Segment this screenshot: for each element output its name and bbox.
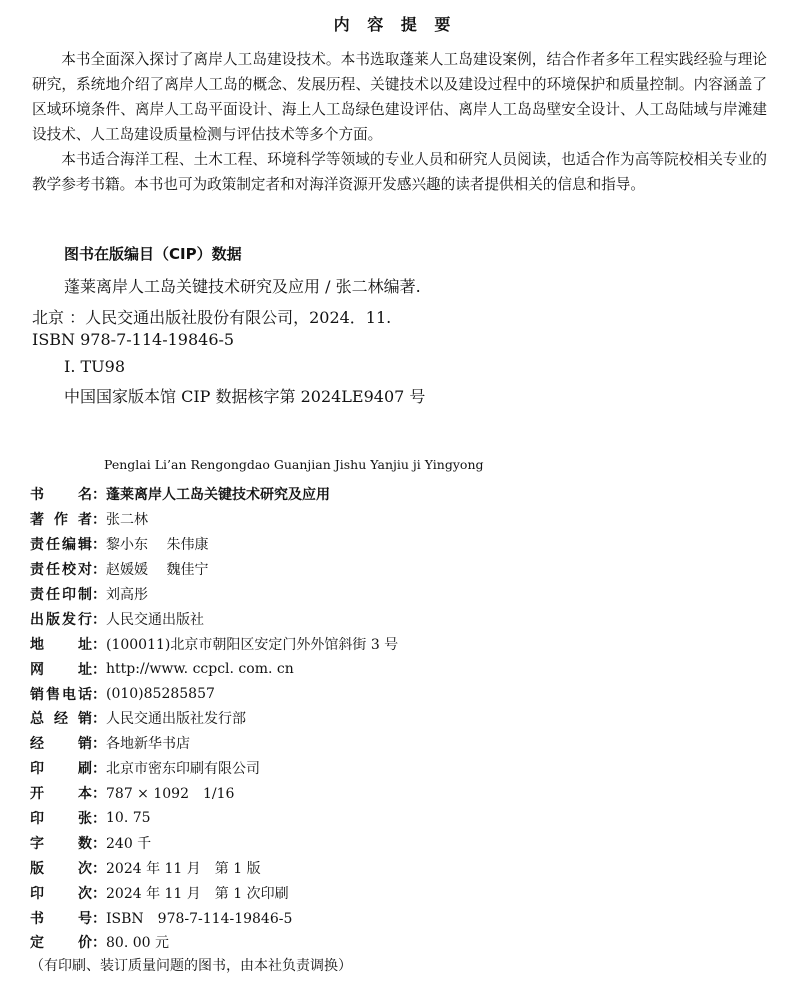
detail-colon: ： — [92, 661, 106, 678]
detail-row — [30, 557, 398, 582]
detail-colon: ： — [92, 835, 106, 852]
summary-paragraph: 本书全面深入探讨了离岸人工岛建设技术。本书选取蓬莱人工岛建设案例，结合作者多年工程实践经验与理论研究，系统地介绍了离岸人工岛的概念、发展历程、关键技术以及建设过程中的环境保护和质量控制。内容涵盖了区域环境条件、离岸人工岛平面设计、海上人工岛绿色建设评估、离岸人工岛岛壁安全设计、人工岛陆域与岸滩建设技术、人工岛建设质量检测与评估技术等多个方面。 — [32, 51, 767, 143]
detail-value: 2024 年 11 月 第 1 次印刷 — [106, 885, 289, 902]
detail-label-char: 任 — [46, 587, 60, 603]
detail-label-char: 行 — [78, 611, 92, 628]
detail-label-char: 售 — [46, 686, 60, 703]
detail-label-char: 制 — [78, 587, 92, 603]
detail-label — [30, 808, 92, 828]
detail-label-char: 印 — [30, 811, 44, 828]
detail-label-char: 号 — [78, 910, 92, 927]
detail-label — [30, 833, 92, 853]
detail-colon: ： — [92, 487, 106, 504]
detail-value: 黎小东 朱伟康 — [106, 537, 209, 554]
detail-value: 240 千 — [106, 835, 152, 852]
detail-value: (010)85285857 — [106, 685, 215, 702]
detail-row — [30, 631, 398, 656]
detail-label-char: 出 — [30, 611, 44, 628]
detail-colon: ： — [92, 910, 106, 927]
cip-title-line: 蓬莱离岸人工岛关键技术研究及应用 / 张二林编著. — [64, 277, 421, 296]
detail-value: 各地新华书店 — [106, 736, 190, 753]
detail-colon: ： — [92, 811, 106, 828]
detail-value: 人民交通出版社发行部 — [106, 711, 246, 728]
cip-classification-line: Ⅰ. TU98 — [64, 357, 126, 376]
detail-label-char: 责 — [30, 587, 44, 603]
detail-label-char: 总 — [30, 711, 44, 728]
detail-label — [30, 509, 92, 529]
detail-row — [30, 830, 398, 855]
summary-paragraph: 本书适合海洋工程、土木工程、环境科学等领域的专业人员和研究人员阅读，也适合作为高等院校相关专业的教学参考书籍。本书也可为政策制定者和对海洋资源开发感兴趣的读者提供相关的信息和指导。 — [32, 151, 767, 193]
detail-colon: ： — [92, 786, 106, 803]
detail-label-char: 字 — [30, 835, 44, 852]
quality-note: （有印刷、装订质量问题的图书，由本社负责调换） — [30, 958, 352, 974]
detail-label-char: 经 — [30, 736, 44, 753]
detail-label — [30, 484, 92, 504]
detail-colon: ： — [92, 562, 106, 579]
detail-label-char: 责 — [30, 537, 44, 554]
detail-label — [30, 534, 92, 554]
detail-label — [30, 659, 92, 679]
detail-label-char: 话 — [78, 686, 92, 703]
detail-label-char: 版 — [46, 611, 60, 628]
detail-label-char: 印 — [30, 761, 44, 778]
detail-row — [30, 507, 398, 532]
detail-row — [30, 532, 398, 557]
detail-label-char: 书 — [30, 487, 44, 504]
detail-label — [30, 908, 92, 928]
detail-label-char: 价 — [78, 935, 92, 952]
cip-record-line: 中国国家版本馆 CIP 数据核字第 2024LE9407 号 — [64, 387, 426, 406]
detail-value: 赵媛媛 魏佳宁 — [106, 562, 209, 579]
detail-label-char: 书 — [30, 910, 44, 927]
detail-value: (100011)北京市朝阳区安定门外外馆斜街 3 号 — [106, 636, 399, 653]
detail-row — [30, 806, 398, 831]
detail-row — [30, 756, 398, 781]
detail-colon: ： — [92, 686, 106, 703]
detail-label-char: 数 — [78, 835, 92, 852]
detail-colon: ： — [92, 636, 106, 653]
detail-label-char: 刷 — [78, 761, 92, 778]
detail-colon: ： — [92, 935, 106, 952]
detail-label-char: 校 — [62, 562, 76, 579]
detail-label — [30, 783, 92, 803]
detail-value: 张二林 — [106, 512, 148, 529]
detail-label — [30, 758, 92, 778]
cip-publisher-line: 北京 ：人民交通出版社股份有限公司，2024．11. — [32, 308, 392, 327]
detail-value: 蓬莱离岸人工岛关键技术研究及应用 — [106, 487, 330, 504]
detail-value: 787 × 1092 1/16 — [106, 786, 235, 803]
detail-label — [30, 684, 92, 704]
detail-label-char: 著 — [30, 512, 44, 529]
detail-label — [30, 733, 92, 753]
detail-label-char: 印 — [30, 885, 44, 902]
pinyin-title: Penglai Li’an Rengongdao Guanjian Jishu Yanjiu ji Yingyong — [104, 457, 484, 472]
detail-label-char: 经 — [54, 711, 68, 728]
detail-label-char: 销 — [78, 711, 92, 728]
detail-label-char: 次 — [78, 860, 92, 877]
detail-label-char: 开 — [30, 786, 44, 803]
detail-label-char: 址 — [78, 661, 92, 678]
detail-label — [30, 584, 92, 604]
detail-colon: ： — [92, 537, 106, 554]
detail-value: ISBN 978-7-114-19846-5 — [106, 910, 293, 927]
detail-row — [30, 731, 398, 756]
detail-label-char: 辑 — [78, 537, 92, 554]
detail-value: http://www. ccpcl. com. cn — [106, 660, 294, 677]
detail-colon: ： — [92, 761, 106, 778]
detail-colon: ： — [92, 736, 106, 753]
detail-value: 人民交通出版社 — [106, 611, 204, 628]
detail-row — [30, 656, 398, 681]
detail-row — [30, 781, 398, 806]
detail-row — [30, 905, 398, 930]
detail-label-char: 定 — [30, 935, 44, 952]
detail-label-char: 张 — [78, 811, 92, 828]
detail-colon: ： — [92, 611, 106, 628]
summary-title: 内 容 提 要 — [333, 15, 457, 34]
detail-label — [30, 858, 92, 878]
detail-value: 10. 75 — [106, 810, 151, 827]
detail-label-char: 编 — [62, 537, 76, 554]
detail-label-char: 者 — [78, 512, 92, 529]
detail-label-char: 地 — [30, 636, 44, 653]
detail-colon: ： — [92, 711, 106, 728]
detail-label-char: 名 — [78, 487, 92, 504]
detail-label-char: 本 — [78, 786, 92, 803]
detail-label-char: 对 — [78, 562, 92, 579]
detail-row — [30, 606, 398, 631]
detail-label — [30, 609, 92, 629]
detail-label-char: 发 — [62, 611, 76, 628]
detail-label-char: 任 — [46, 562, 60, 579]
detail-label-char: 址 — [78, 636, 92, 653]
detail-label-char: 销 — [78, 736, 92, 753]
detail-colon: ： — [92, 860, 106, 877]
detail-colon: ： — [92, 587, 106, 603]
detail-label-char: 责 — [30, 562, 44, 579]
detail-label — [30, 883, 92, 903]
detail-value: 北京市密东印刷有限公司 — [106, 761, 260, 778]
detail-value: 刘高彤 — [106, 587, 148, 603]
cip-isbn-line: ISBN 978-7-114-19846-5 — [32, 330, 235, 349]
detail-label — [30, 559, 92, 579]
detail-label-char: 次 — [78, 885, 92, 902]
detail-row — [30, 681, 398, 706]
detail-label-char: 任 — [46, 537, 60, 554]
detail-value: 80. 00 元 — [106, 935, 169, 952]
detail-label-char: 电 — [62, 686, 76, 703]
detail-row — [30, 930, 398, 955]
detail-row — [30, 706, 398, 731]
cip-heading: 图书在版编目（CIP）数据 — [64, 245, 242, 263]
detail-label-char: 印 — [62, 587, 76, 603]
detail-label-char: 版 — [30, 860, 44, 877]
detail-label-char: 作 — [54, 512, 68, 529]
publication-details — [30, 482, 398, 955]
detail-label-char: 网 — [30, 661, 44, 678]
detail-row — [30, 482, 398, 507]
detail-row — [30, 880, 398, 905]
detail-label — [30, 634, 92, 654]
detail-value: 2024 年 11 月 第 1 版 — [106, 860, 261, 877]
detail-label — [30, 708, 92, 728]
detail-row — [30, 855, 398, 880]
detail-row — [30, 582, 398, 607]
detail-colon: ： — [92, 512, 106, 529]
detail-colon: ： — [92, 885, 106, 902]
detail-label-char: 销 — [30, 686, 44, 703]
detail-label — [30, 932, 92, 952]
